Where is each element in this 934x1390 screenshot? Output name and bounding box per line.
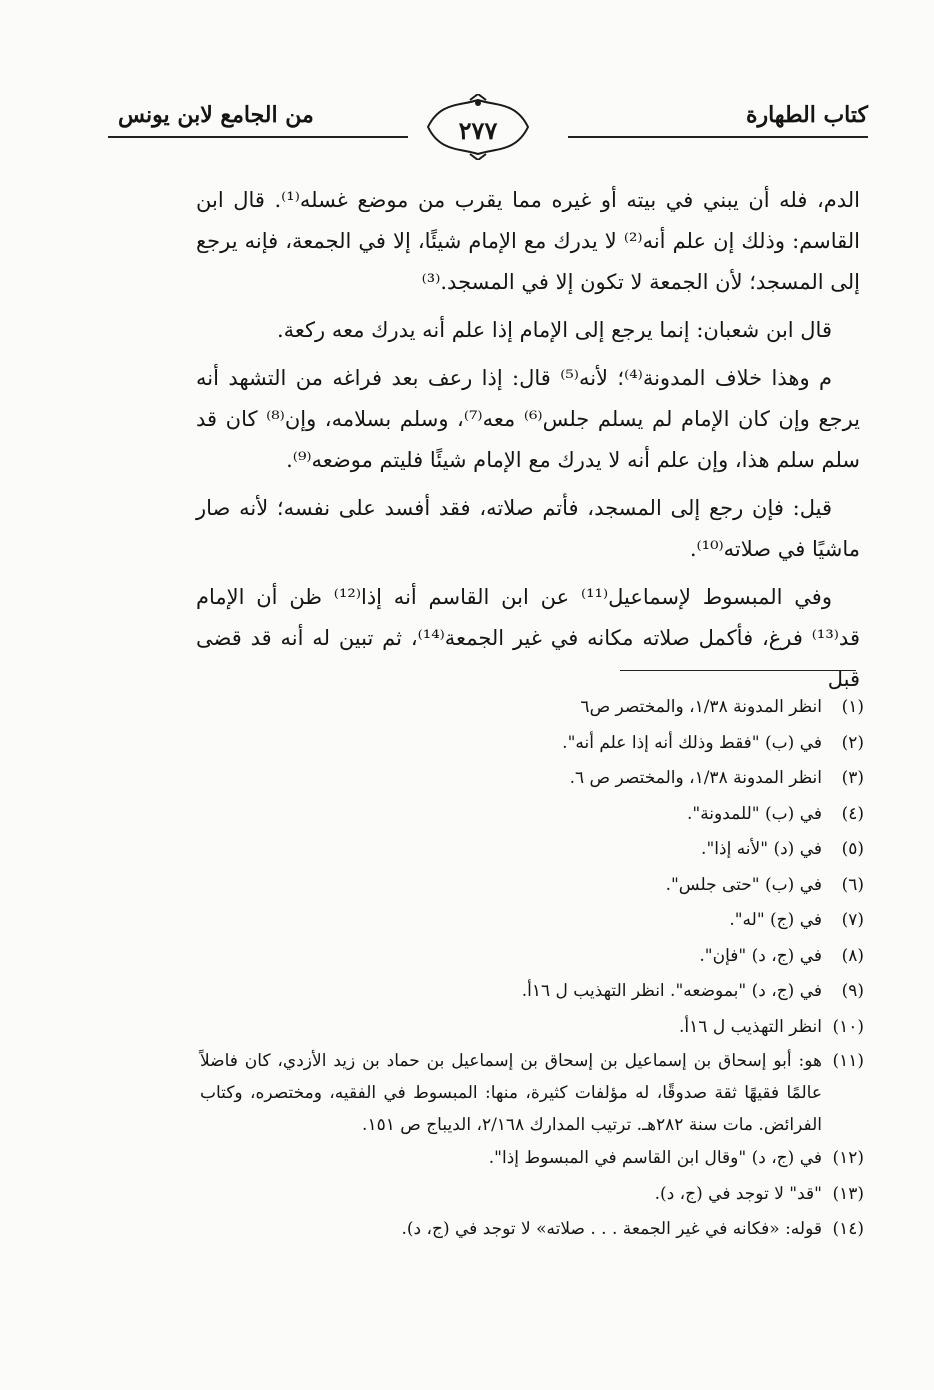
footnote — [200, 1177, 864, 1213]
page-number: ٢٧٧ — [458, 116, 498, 145]
footnote-number: (٦) — [841, 874, 864, 895]
footnote-text: "قد" لا توجد في (ج، د). — [654, 1183, 822, 1204]
main-text — [196, 180, 860, 707]
footnote-text: في (ج، د) "فإن". — [699, 945, 822, 966]
footnote — [200, 868, 864, 904]
footnote-number: (١٤) — [832, 1219, 864, 1239]
footnote-number: (٨) — [841, 945, 864, 966]
footnote-number: (١٠) — [832, 1016, 864, 1037]
footnote — [200, 974, 864, 1010]
footnote-text: انظر التهذيب ل ١٦أ. — [679, 1016, 822, 1037]
footnote — [200, 1212, 864, 1248]
footnote-number: (٧) — [841, 910, 864, 930]
footnote-number: (٩) — [841, 981, 864, 1001]
page-number-ornament — [420, 94, 536, 160]
footnote-number: (٢) — [841, 732, 864, 753]
footnote — [200, 797, 864, 833]
paragraph: وفي المبسوط لإسماعيل⁽¹¹⁾ عن ابن القاسم أنه إذا⁽¹²⁾ ظن أن الإمام قد⁽¹³⁾ فرغ، فأكمل صلاته مكانه في غير الجمعة⁽¹⁴⁾، ثم تبين له أنه قد قضى قبل — [196, 585, 860, 691]
footnote — [200, 690, 864, 726]
section-title: من الجامع لابن يونس — [118, 102, 314, 128]
footnote-divider — [620, 670, 856, 671]
footnote-text: في (ج، د) "بموضعه". انظر التهذيب ل ١٦أ. — [521, 981, 822, 1001]
footnote-number: (٤) — [841, 803, 864, 824]
footnote-number: (١١) — [832, 1051, 864, 1071]
book-title: كتاب الطهارة — [745, 102, 868, 128]
header-rule-right — [568, 136, 868, 138]
footnote-number: (١٢) — [832, 1148, 864, 1168]
paragraph: قال ابن شعبان: إنما يرجع إلى الإمام إذا علم أنه يدرك معه ركعة. — [276, 318, 832, 342]
paragraph: قيل: فإن رجع إلى المسجد، فأتم صلاته، فقد أفسد على نفسه؛ لأنه صار ماشيًا في صلاته⁽¹⁰⁾. — [196, 496, 860, 561]
footnote-text: انظر المدونة ١/٣٨، والمختصر ص ٦. — [569, 768, 822, 788]
footnote — [200, 761, 864, 797]
footnote — [200, 1141, 864, 1177]
footnote-text: في (ب) "للمدونة". — [686, 803, 822, 824]
footnote — [200, 903, 864, 939]
footnote-number: (٥) — [841, 839, 864, 859]
footnote-text: في (ب) "فقط وذلك أنه إذا علم أنه". — [562, 732, 822, 753]
footnote-text: انظر المدونة ١/٣٨، والمختصر ص٦ — [580, 697, 822, 717]
footnote — [200, 1010, 864, 1046]
page-header — [78, 92, 868, 164]
footnote-number: (٣) — [841, 768, 864, 788]
footnote-number: (١) — [841, 697, 864, 717]
footnote-text: في (ج، د) "وقال ابن القاسم في المبسوط إذا". — [488, 1148, 822, 1168]
footnote — [200, 1045, 864, 1141]
footnote — [200, 726, 864, 762]
footnote — [200, 832, 864, 868]
paragraph: الدم، فله أن يبني في بيته أو غيره مما يقرب من موضع غسله⁽¹⁾. قال ابن القاسم: وذلك إن علم أنه⁽²⁾ لا يدرك مع الإمام شيئًا، إلا في الجمعة، فإنه يرجع إلى المسجد؛ لأن الجمعة لا تكون إلا في المسجد.⁽³⁾ — [196, 188, 861, 294]
header-rule-left — [108, 136, 408, 138]
footnote-text: في (د) "لأنه إذا". — [701, 839, 822, 859]
footnote — [200, 939, 864, 975]
footnote-text: في (ب) "حتى جلس". — [665, 874, 822, 895]
footnote-text: قوله: «فكانه في غير الجمعة . . . صلاته» لا توجد في (ج، د). — [401, 1219, 822, 1239]
paragraph: م وهذا خلاف المدونة⁽⁴⁾؛ لأنه⁽⁵⁾ قال: إذا رعف بعد فراغه من التشهد أنه يرجع وإن كان الإمام لم يسلم جلس⁽⁶⁾ معه⁽⁷⁾، وسلم بسلامه، وإن⁽⁸⁾ كان قد سلم سلم هذا، وإن علم أنه لا يدرك مع الإمام شيئًا فليتم موضعه⁽⁹⁾. — [196, 366, 860, 472]
footnote-text: في (ج) "له". — [729, 910, 822, 930]
footnote-number: (١٣) — [832, 1183, 864, 1204]
footnotes — [200, 690, 864, 1248]
footnote-text: هو: أبو إسحاق بن إسماعيل بن إسحاق بن إسماعيل بن حماد بن زيد الأزدي، كان فاضلاً عالمًا فقيهًا ثقة صدوقًا، له مؤلفات كثيرة، منها: المبسوط في الفقيه، ومختصره، وكتاب الفرائض. مات سنة ٢٨٢هـ. ترتيب المدارك ٢/١٦٨، الديباج ص ١٥١. — [200, 1051, 822, 1135]
